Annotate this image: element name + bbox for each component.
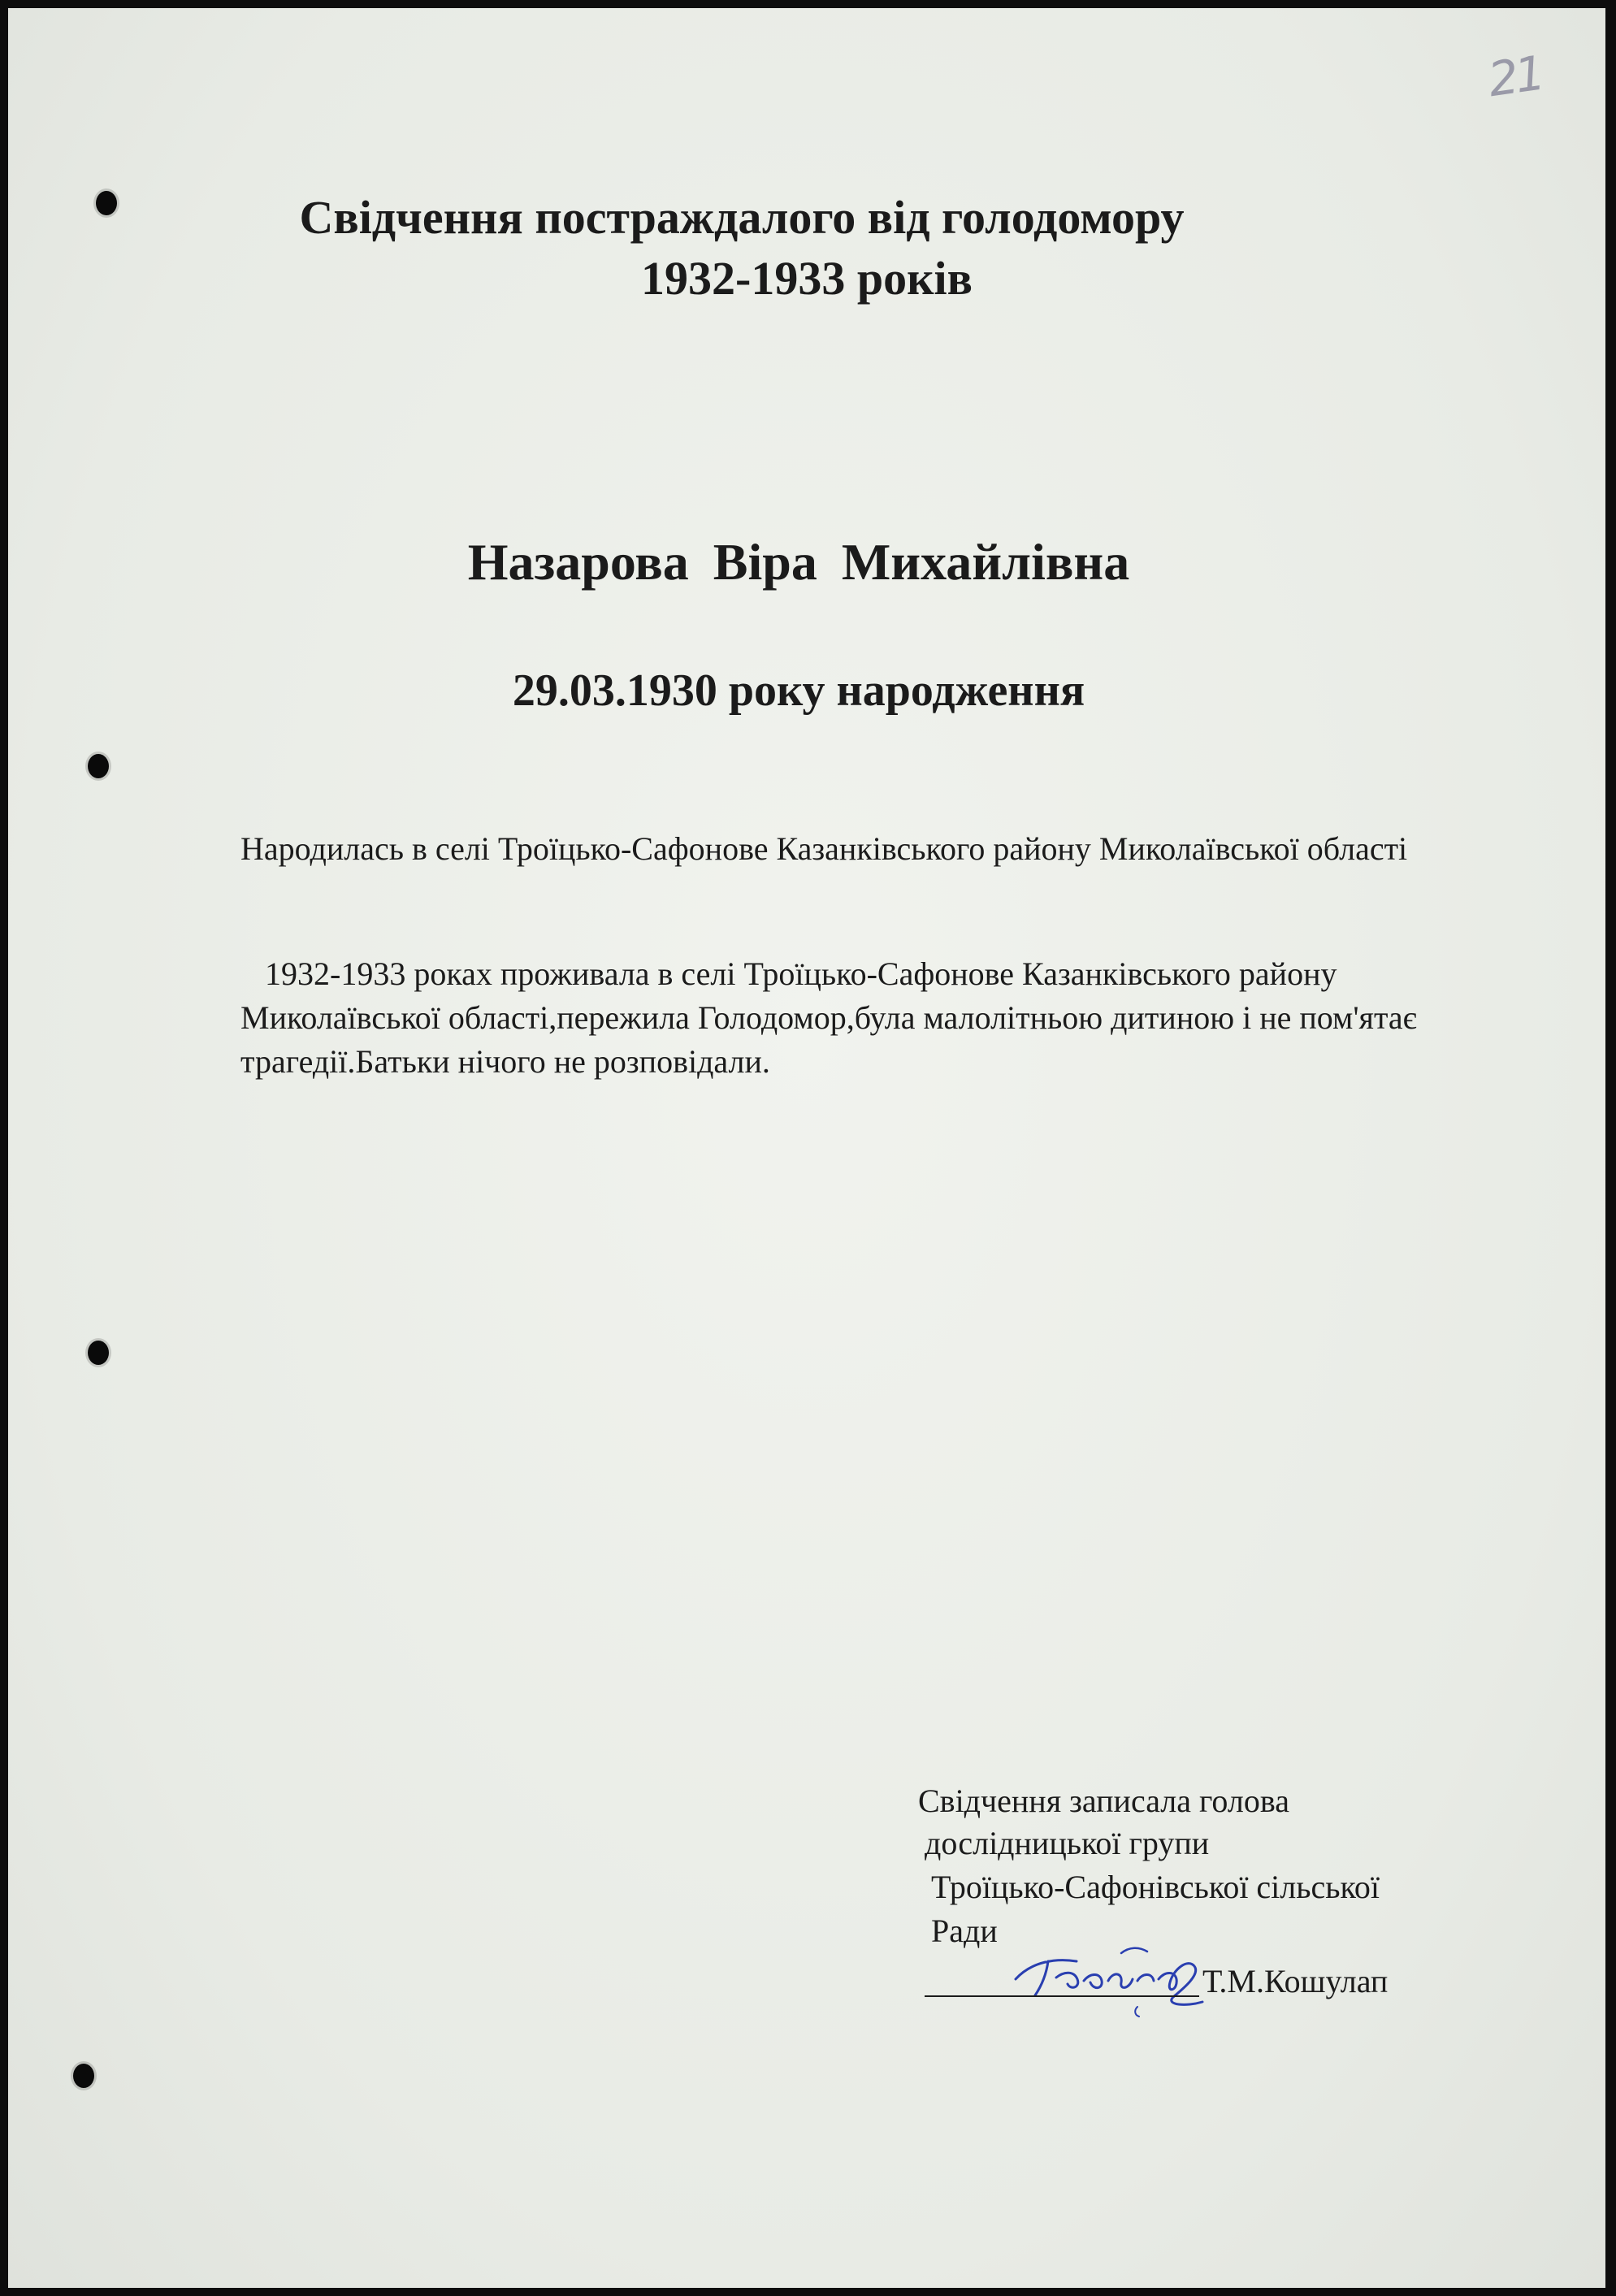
title-line-1: Свідчення постраждалого від голодомору: [299, 191, 1185, 244]
signature-line: [925, 1995, 1199, 1997]
page-number: 21: [1484, 45, 1546, 108]
recorder-line-1: Свідчення записала голова: [918, 1783, 1289, 1819]
recorder-line-3: Троїцько-Сафонівської сільської: [931, 1869, 1380, 1905]
paragraph-testimony: 1932-1933 роках проживала в селі Троїцько-Сафонове Казанківського району Миколаївської області,пережила Голодомор,була малолітньою дитиною і не пом'ятає трагедії.Батьки нічого не розповідали.: [240, 955, 1417, 1080]
punch-hole-4: [73, 2064, 94, 2088]
recorder-line-4: Ради: [931, 1913, 998, 1949]
person-name: Назарова Віра Михайлівна: [467, 533, 1130, 591]
punch-hole-2: [88, 754, 109, 778]
title-line-2: 1932-1933 років: [641, 252, 973, 305]
recorder-name: Т.М.Кошулап: [1202, 1963, 1389, 1999]
birth-date-line: 29.03.1930 року народження: [512, 665, 1085, 716]
document-page: [8, 8, 1605, 2288]
recorder-line-2: дослідницької групи: [925, 1825, 1210, 1861]
punch-hole-3: [88, 1341, 109, 1365]
paragraph-birthplace: Народилась в селі Троїцько-Сафонове Казанківського району Миколаївської області: [240, 830, 1408, 867]
